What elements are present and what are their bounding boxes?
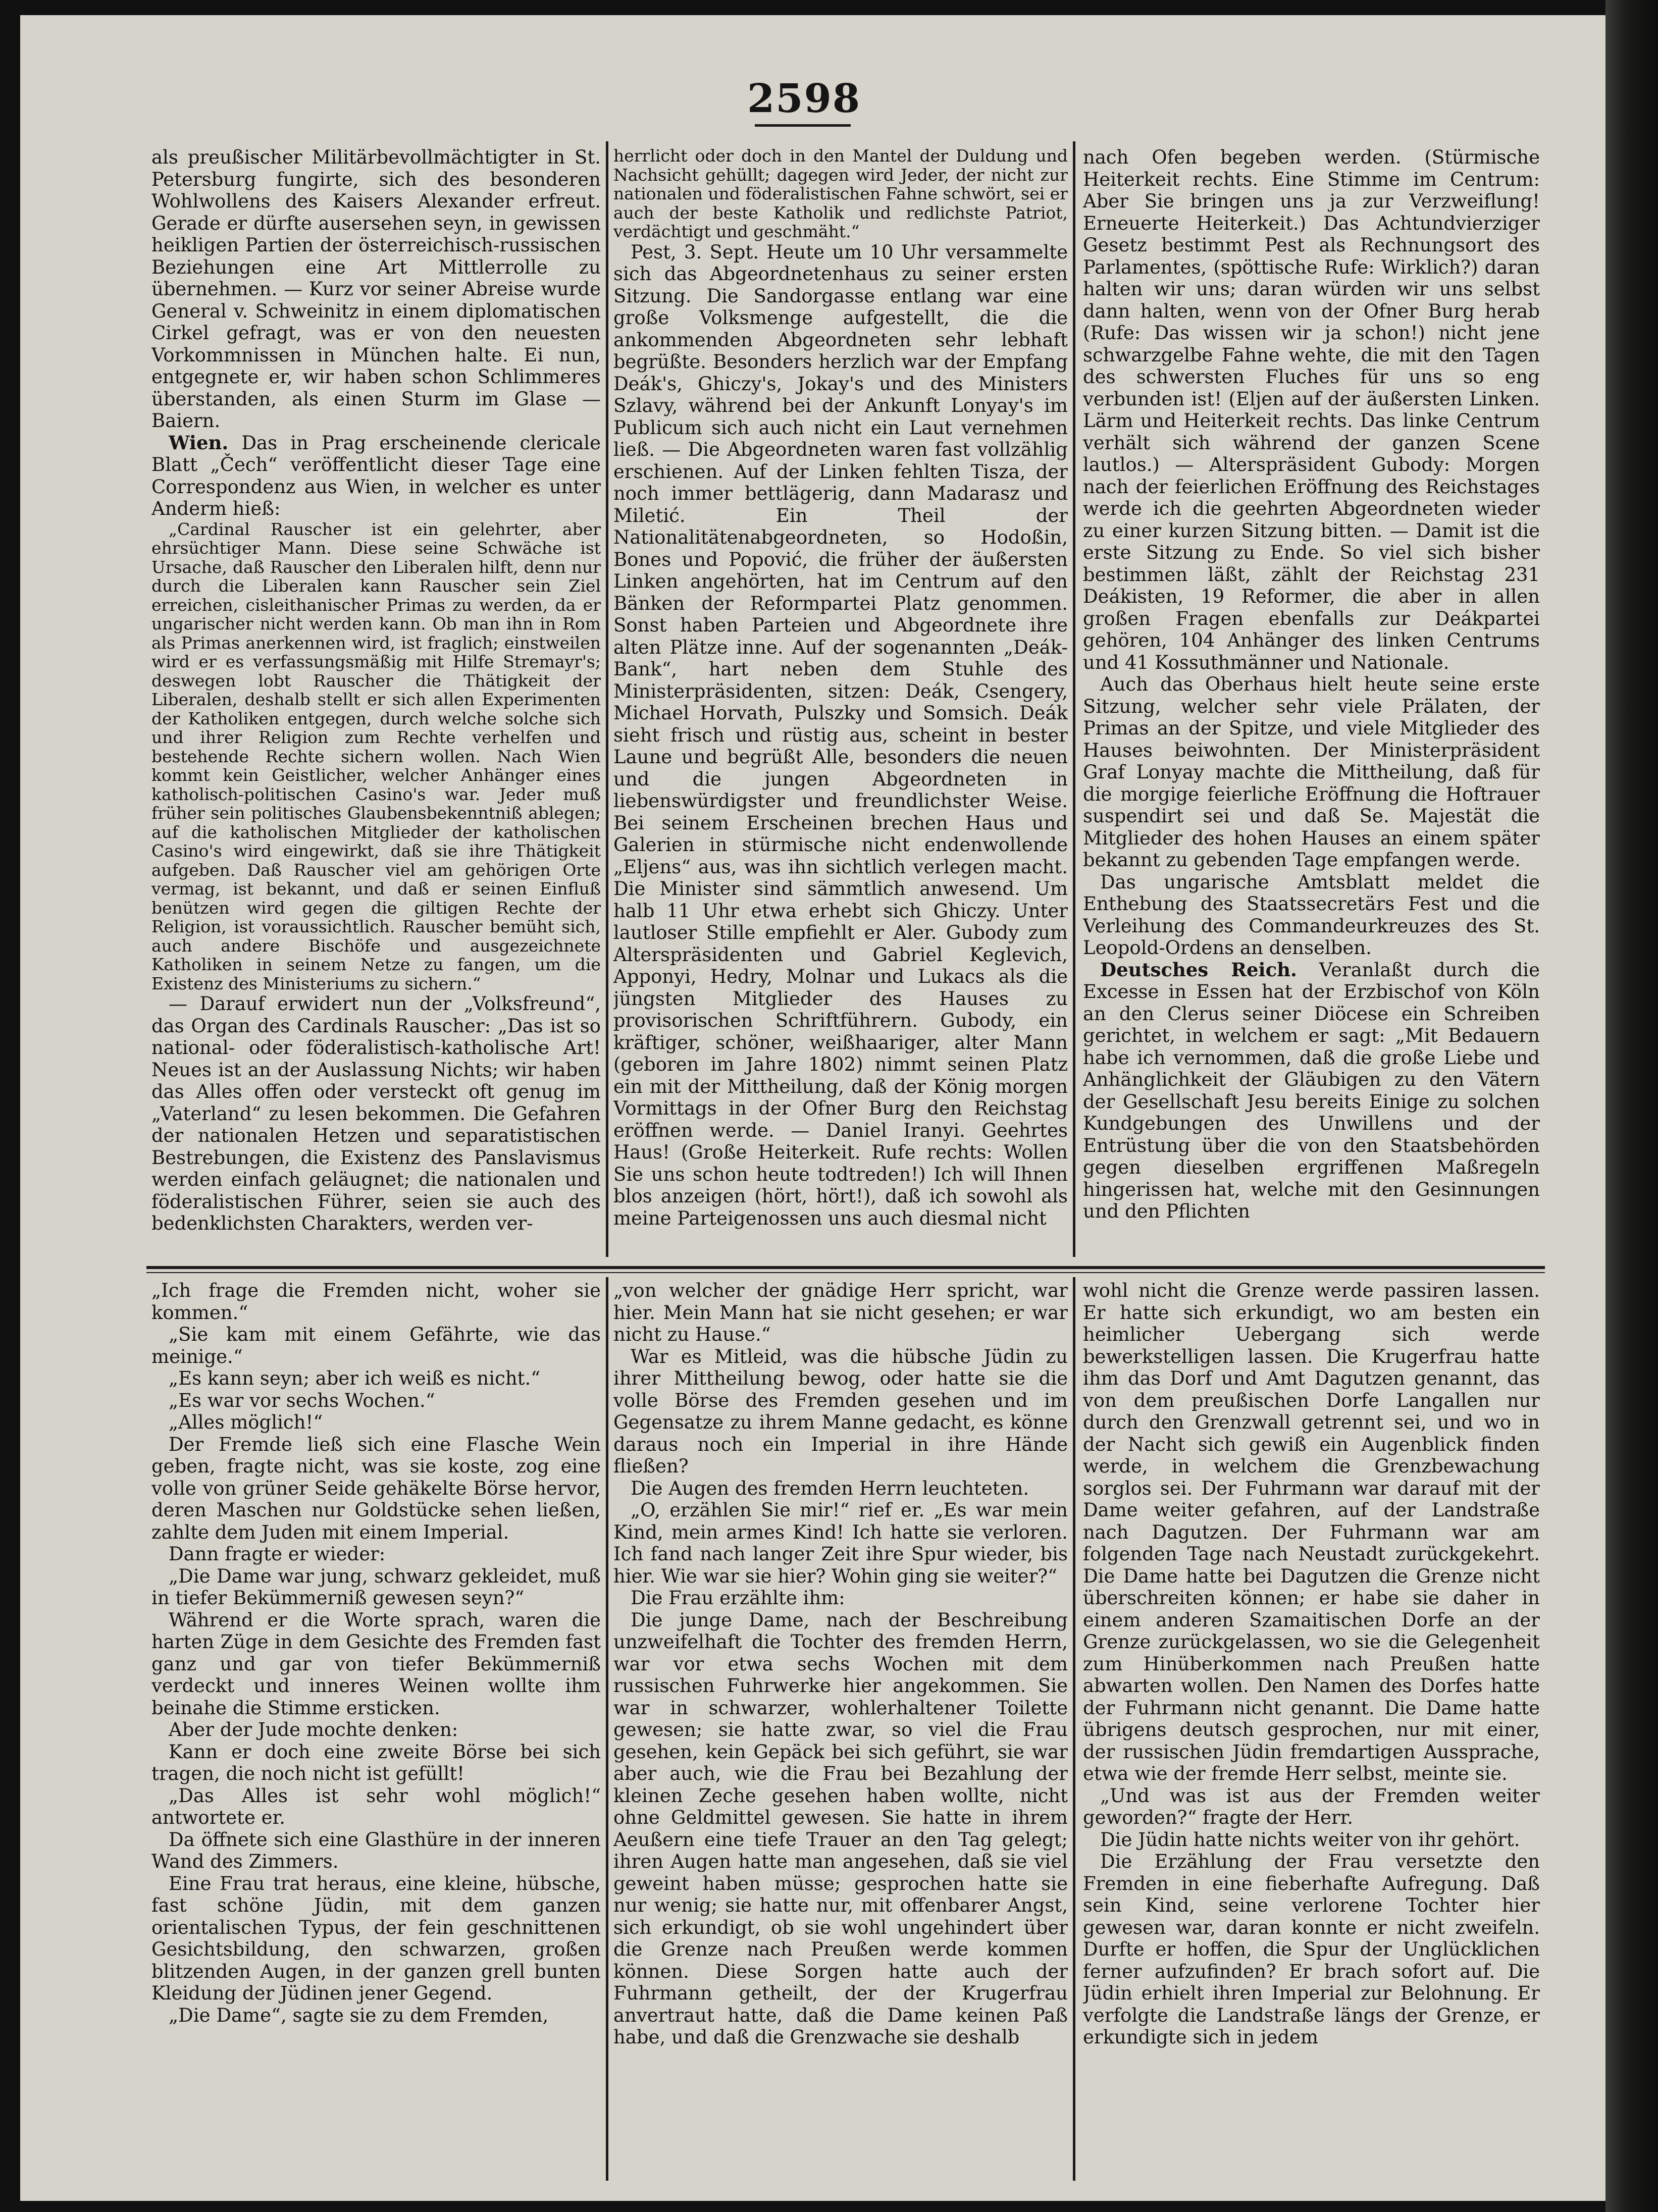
feuilleton-c3-p1: wohl nicht die Grenze werde passiren lassen. Er hatte sich erkundigt, wo am besten ein heimlicher Uebergang sich werde bewerkstelligen lassen. Die Krugerfrau hatte ihm das Dorf und Amt Dagutzen genannt, das von dem preußischen Dorfe Langallen nur durch den Grenzwall getrennt sei, und wo in der Nacht sich gewiß ein Augenblick finden werde, in welchem die Grenzbewachung sorglos sei. Der Fuhrmann war darauf mit der Dame weiter gefahren, auf der Landstraße nach Dagutzen. Der Fuhrmann war am folgenden Tage nach Neustadt zurückgekehrt. Die Dame hatte bei Dagutzen die Grenze nicht überschreiten können; er habe sie daher in einem anderen Szamaitischen Dorfe an der Grenze zurückgelassen, wo sie die Gelegenheit zum Hinüberkommen nach Preußen hatte abwarten wollen. Den Namen des Dorfes hatte der Fuhrmann nicht genannt. Die Dame hatte übrigens deutsch gesprochen, nur mit einer, der russischen Jüdin fremdartigen Aussprache, etwa wie der fremde Herr selbst, meinte sie.: [1083, 1280, 1540, 1784]
dateline-deutsches-reich: Deutsches Reich.: [1100, 958, 1297, 981]
bottom-column-1: [151, 1280, 601, 2188]
top-column-3: [1083, 146, 1540, 1252]
feuilleton-p4: „Es war vor sechs Wochen.“: [169, 1389, 435, 1411]
feuilleton-c3-p4: Die Erzählung der Frau versetzte den Fremden in eine fieberhafte Aufregung. Daß sein Kind, seine verlorene Tochter hier gewesen war, daran konnte er nicht zweifeln. Durfte er hoffen, die Spur der Unglücklichen ferner aufzufinden? Er brach sofort auf. Die Jüdin erhielt ihren Imperial zur Belohnung. Er verfolgte die Landstraße längs der Grenze, er erkundigte sich in jedem: [1083, 1851, 1540, 2048]
feuilleton-p14: Eine Frau trat heraus, eine kleine, hübsche, fast schöne Jüdin, mit dem ganzen orientalischen Typus, der fein geschnittenen Gesichtsbildung, den schwarzen, großen blitzenden Augen, in der ganzen grell bunten Kleidung der Jüdinen jener Gegend.: [151, 1872, 601, 2004]
bottom-column-divider-1: [606, 1277, 608, 2181]
article-deutsches-reich: [1083, 959, 1540, 1223]
article-amtsblatt: Das ungarische Amtsblatt meldet die Enthebung des Staatssecretärs Fest und die Verleihung des Commandeurkreuzes des St. Leopold-Ordens an denselben.: [1083, 871, 1540, 959]
article-schweinitz: als preußischer Militärbevollmächtigter in St. Petersburg fungirte, sich des besonderen Wohlwollens des Kaisers Alexander erfreut. Gerade er dürfte ausersehen seyn, in gewissen heikligen Partien der österreichisch-russischen Beziehungen eine Art Mittlerrolle zu übernehmen. — Kurz vor seiner Abreise wurde General v. Schweinitz in einem diplomatischen Cirkel gefragt, was er von den neuesten Vorkommnissen in München halte. Ei nun, entgegnete er, wir haben schon Schlimmeres überstanden, als einen Sturm im Glase — Baiern.: [151, 146, 601, 432]
bottom-column-3: [1083, 1280, 1540, 2188]
bottom-column-divider-2: [1073, 1277, 1075, 2181]
feuilleton-c2-p1: „von welcher der gnädige Herr spricht, war hier. Mein Mann hat sie nicht gesehen; er war nicht zu Hause.“: [613, 1280, 1068, 1345]
article-deutsches-reich-text: Veranlaßt durch die Excesse in Essen hat der Erzbischof von Köln an den Clerus seiner Diöcese ein Schreiben gerichtet, in welchem er sagt: „Mit Bedauern habe ich vernommen, daß die große Liebe und Anhänglichkeit der Gläubigen zu den Vätern der Gesellschaft Jesu bereits Einige zu solchen Kundgebungen des Unwillens und der Entrüstung über die von den Staatsbehörden gegen dieselben ergriffenen Maßregeln hingerissen hat, welche mit den Gesinnungen und den Pflichten: [1083, 959, 1540, 1222]
feuilleton-p1: „Ich frage die Fremden nicht, woher sie kommen.“: [151, 1280, 601, 1324]
article-wien-text: Das in Prag erscheinende clericale Blatt „Čech“ veröffentlicht dieser Tage eine Correspondenz aus Wien, in welcher es unter Anderm hieß:: [151, 432, 601, 519]
feuilleton-p3: „Es kann seyn; aber ich weiß es nicht.“: [169, 1367, 541, 1389]
feuilleton-p7: Dann fragte er wieder:: [169, 1543, 386, 1565]
feuilleton-p5: „Alles möglich!“: [169, 1411, 323, 1433]
feuilleton-p12: „Das Alles ist sehr wohl möglich!“ antwortete er.: [151, 1784, 601, 1828]
top-column-divider-1: [606, 141, 608, 1257]
article-volksfreund: — Darauf erwidert nun der „Volksfreund“, das Organ des Cardinals Rauscher: „Das ist so national- oder föderalistisch-katholische Art! Neues ist an der Auslassung Nichts; wir haben das Alles offen oder versteckt oft genug im „Vaterland“ zu lesen bekommen. Die Gefahren der nationalen Hetzen und separatistischen Bestrebungen, die Existenz des Panslavismus werden einfach geläugnet; die nationalen und föderalistischen Führer, seien sie auch des bedenklichsten Charakters, werden ver-: [151, 993, 601, 1234]
volksfreund-continued: herrlicht oder doch in den Mantel der Duldung und Nachsicht gehüllt; dagegen wird Jeder, der nicht zur nationalen und föderalistischen Fahne schwört, sei er auch der beste Katholik und redlichste Patriot, verdächtigt und geschmäht.“: [613, 146, 1068, 241]
top-column-1: [151, 146, 601, 1252]
dateline-wien: Wien.: [169, 431, 229, 454]
article-wien: [151, 432, 601, 520]
feuilleton-c2-p6: Die junge Dame, nach der Beschreibung unzweifelhaft die Tochter des fremden Herrn, war vor etwa sechs Wochen mit dem russischen Fuhrwerke hier angekommen. Sie war in schwarzer, wohlerhaltener Toilette gewesen; sie hatte zwar, so viel die Frau gesehen, kein Gepäck bei sich geführt, sie war aber auch, wie die Frau bei Bezahlung der kleinen Zeche gesehen haben wollte, nicht ohne Geldmittel gewesen. Sie hatte in ihrem Aeußern eine tiefe Trauer an den Tag gelegt; ihren Augen hatte man angesehen, daß sie viel geweint haben müsse; gesprochen hatte sie nur wenig; sie hatte nur, mit offenbarer Angst, sich erkundigt, ob sie wohl ungehindert über die Grenze nach Preußen werde kommen können. Diese Sorgen hatte auch der Fuhrmann getheilt, der der Krugerfrau anvertraut hatte, daß die Dame keinen Paß habe, und daß die Grenzwache sie deshalb: [613, 1609, 1068, 2048]
top-column-2: [613, 146, 1068, 1252]
bottom-column-2: [613, 1280, 1068, 2188]
article-oberhaus: Auch das Oberhaus hielt heute seine erste Sitzung, welcher sehr viele Prälaten, der Primas an der Spitze, und viele Mitglieder des Hauses beiwohnten. Der Ministerpräsident Graf Lonyay machte die Mittheilung, daß für die morgige feierliche Eröffnung die Hoftrauer suspendirt sei und daß Se. Majestät die Mitglieder des hohen Hauses an einem später bekannt zu gebenden Tage empfangen werde.: [1083, 673, 1540, 871]
feuilleton-c2-p3: Die Augen des fremden Herrn leuchteten.: [631, 1477, 1029, 1499]
article-pest: Pest, 3. Sept. Heute um 10 Uhr versammelte sich das Abgeordnetenhaus zu seiner ersten Sitzung. Die Sandorgasse entlang war eine große Volksmenge aufgestellt, die die ankommenden Abgeordneten sehr lebhaft begrüßte. Besonders herzlich war der Empfang Deák's, Ghiczy's, Jokay's und des Ministers Szlavy, während bei der Ankunft Lonyay's im Publicum sich auch nicht ein Laut vernehmen ließ. — Die Abgeordneten waren fast vollzählig erschienen. Auf der Linken fehlten Tisza, der noch immer bettlägerig, dann Madarasz und Miletić. Ein Theil der Nationalitätenabgeordneten, so Hodoßin, Bones und Popović, die früher der äußersten Linken angehörten, hat im Centrum auf den Bänken der Reformpartei Platz genommen. Sonst haben Parteien und Abgeordnete ihre alten Plätze inne. Auf der sogenannten „Deák-Bank“, hart neben dem Stuhle des Ministerpräsidenten, sitzen: Deák, Csengery, Michael Horvath, Pulszky und Somsich. Deák sieht frisch und rüstig aus, scheint in bester Laune und begrüßt Alle, besonders die neuen und die jungen Abgeordneten in liebenswürdigster und freundlichster Weise. Bei seinem Erscheinen brechen Haus und Galerien in stürmische nicht endenwollende „Eljens“ aus, was ihn sichtlich verlegen macht. Die Minister sind sämmtlich anwesend. Um halb 11 Uhr etwa erhebt sich Ghiczy. Unter lautloser Stille empfiehlt er Aler. Gubody zum Alterspräsidenten und Gabriel Keglevich, Apponyi, Hedry, Molnar und Lukacs als die jüngsten Mitglieder des Hauses zu provisorischen Schriftführern. Gubody, ein kräftiger, schöner, weißhaariger, alter Mann (geboren im Jahre 1802) nimmt seinen Platz ein mit der Mittheilung, daß der König morgen Vormittags in der Ofner Burg den Reichstag eröffnen werde. — Daniel Iranyi. Geehrtes Haus! (Große Heiterkeit. Rufe rechts: Wollen Sie uns schon heute todtreden!) Ich will Ihnen blos anzeigen (hört, hört!), daß ich sowohl als meine Parteigenossen uns auch diesmal nicht: [613, 241, 1068, 1229]
feuilleton-c3-p2: „Und was ist aus der Fremden weiter geworden?“ fragte der Herr.: [1083, 1784, 1540, 1828]
feuilleton-separator: [146, 1266, 1545, 1269]
scan-edge: [1605, 0, 1658, 2212]
page-number: 2598: [747, 76, 861, 122]
feuilleton-p15: „Die Dame“, sagte sie zu dem Fremden,: [169, 2004, 549, 2026]
feuilleton-separator-thin: [146, 1272, 1545, 1273]
feuilleton-p10: Aber der Jude mochte denken:: [169, 1719, 458, 1741]
feuilleton-c3-p3: Die Jüdin hatte nichts weiter von ihr gehört.: [1100, 1828, 1520, 1851]
feuilleton-c2-p2: War es Mitleid, was die hübsche Jüdin zu ihrer Mittheilung bewog, oder hatte sie die volle Börse des Fremden gesehen und im Gegensatze zu ihrem Manne gedacht, es könne daraus noch ein Imperial in ihre Hände fließen?: [613, 1345, 1068, 1477]
page-number-underline: [755, 124, 851, 127]
feuilleton-p2: „Sie kam mit einem Gefährte, wie das meinige.“: [151, 1324, 601, 1367]
quote-cech: „Cardinal Rauscher ist ein gelehrter, aber ehrsüchtiger Mann. Diese seine Schwäche ist Ursache, daß Rauscher den Liberalen hilft, denn nur durch die Liberalen kann Rauscher sein Ziel erreichen, cisleithanischer Primas zu werden, da er ungarischer nicht werden kann. Ob man ihn in Rom als Primas anerkennen wird, ist fraglich; einstweilen wird er es verfassungsmäßig mit Hilfe Stremayr's; deswegen lobt Rauscher die Thätigkeit der Liberalen, deshalb stellt er sich allen Experimenten der Katholiken entgegen, durch welche solche sich und ihrer Religion zum Rechte verhelfen und bestehende Rechte sichern wollen. Nach Wien kommt kein Geistlicher, welcher Anhänger eines katholisch-politischen Casino's war. Jeder muß früher sein politisches Glaubensbekenntniß ablegen; auf die katholischen Mitglieder der katholischen Casino's wird eingewirkt, daß sie ihre Thätigkeit aufgeben. Daß Rauscher viel am gehörigen Orte vermag, ist bekannt, und daß er seinen Einfluß benützen wird gegen die giltigen Rechte der Religion, ist voraussichtlich. Rauscher bemüht sich, auch andere Bischöfe und ausgezeichnete Katholiken in seinem Netze zu fangen, um die Existenz des Ministeriums zu sichern.“: [151, 519, 601, 993]
feuilleton-p6: Der Fremde ließ sich eine Flasche Wein geben, fragte nicht, was sie koste, zog eine volle von grüner Seide gehäkelte Börse hervor, deren Maschen nur Goldstücke sehen ließen, zahlte dem Juden mit einem Imperial.: [151, 1433, 601, 1543]
feuilleton-c2-p5: Die Frau erzählte ihm:: [631, 1587, 845, 1609]
feuilleton-p13: Da öffnete sich eine Glasthüre in der inneren Wand des Zimmers.: [151, 1828, 601, 1872]
feuilleton-p11: Kann er doch eine zweite Börse bei sich tragen, die noch nicht ist gefüllt!: [151, 1741, 601, 1784]
feuilleton-p9: Während er die Worte sprach, waren die harten Züge in dem Gesichte des Fremden fast ganz und gar von tiefer Bekümmerniß verdeckt und inneres Weinen wollte ihm beinahe die Stimme ersticken.: [151, 1609, 601, 1719]
feuilleton-c2-p4: „O, erzählen Sie mir!“ rief er. „Es war mein Kind, mein armes Kind! Ich hatte sie verloren. Ich fand nach langer Zeit ihre Spur wieder, bis hier. Wie war sie hier? Wohin ging sie weiter?“: [613, 1499, 1068, 1587]
top-column-divider-2: [1073, 141, 1075, 1257]
pest-continued: nach Ofen begeben werden. (Stürmische Heiterkeit rechts. Eine Stimme im Centrum: Aber Sie bringen uns ja zur Verzweiflung! Erneuerte Heiterkeit.) Das Achtundvierziger Gesetz bestimmt Pest als Rechnungsort des Parlamentes, (spöttische Rufe: Wirklich?) daran halten wir uns; daran würden wir uns selbst dann halten, wenn von der Ofner Burg herab (Rufe: Das wissen wir ja schon!) nicht jene schwarzgelbe Fahne wehte, die mit den Tagen des schwersten Fluches für uns so eng verbunden ist! (Eljen auf der äußersten Linken. Lärm und Heiterkeit rechts. Das linke Centrum verhält sich während der ganzen Scene lautlos.) — Alterspräsident Gubody: Morgen nach der feierlichen Eröffnung des Reichstages werde ich die geehrten Abgeordneten wieder zu einer kurzen Sitzung bitten. — Damit ist die erste Sitzung zu Ende. So viel sich bisher bestimmen läßt, zählt der Reichstag 231 Deákisten, 19 Reformer, die aber in allen großen Fragen ebenfalls zur Deákpartei gehören, 104 Anhänger des linken Centrums und 41 Kossuthmänner und Nationale.: [1083, 146, 1540, 673]
feuilleton-p8: „Die Dame war jung, schwarz gekleidet, muß in tiefer Bekümmerniß gewesen seyn?“: [151, 1565, 601, 1609]
